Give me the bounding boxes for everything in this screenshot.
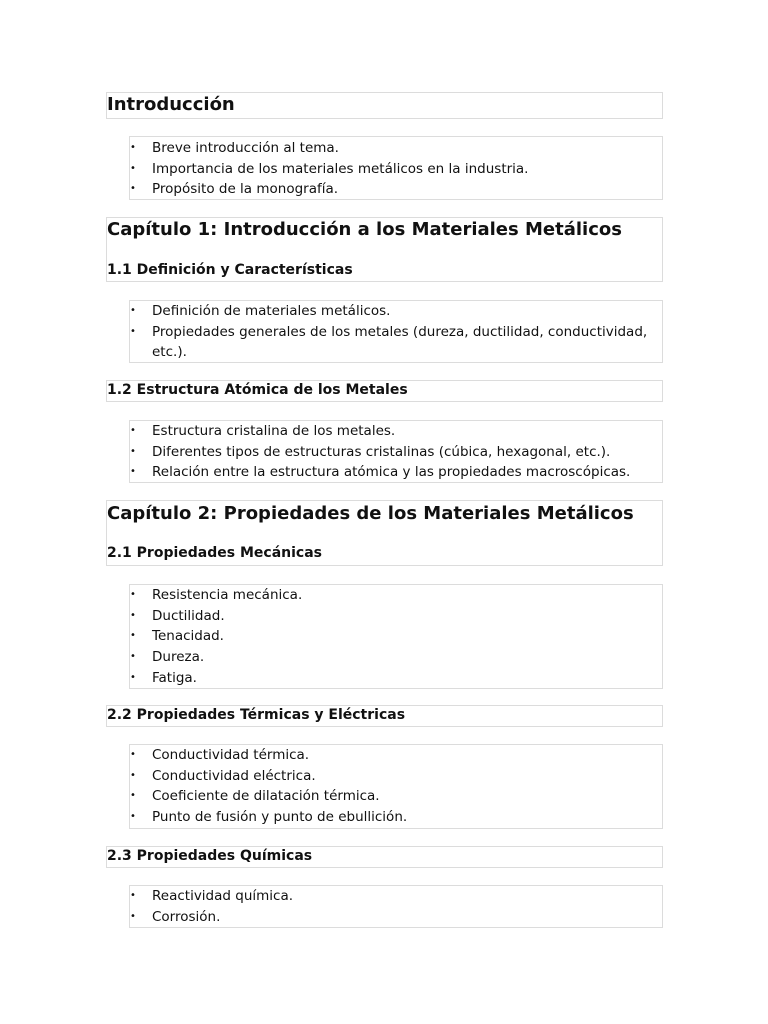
chapter2-heading: Capítulo 2: Propiedades de los Materiales Metálicos xyxy=(107,503,634,524)
list-item: • Punto de fusión y punto de ebullición. xyxy=(130,807,650,828)
list-item: • Conductividad eléctrica. xyxy=(130,766,650,787)
list-item: • Fatiga. xyxy=(130,668,650,689)
section-1-1-heading: 1.1 Definición y Características xyxy=(107,262,353,278)
intro-heading: Introducción xyxy=(107,94,235,115)
section-2-2-list xyxy=(130,745,650,828)
bullet-icon: • xyxy=(130,749,136,760)
intro-list xyxy=(130,138,650,200)
list-item: • Conductividad térmica. xyxy=(130,745,650,766)
section-2-2-heading: 2.2 Propiedades Térmicas y Eléctricas xyxy=(107,707,406,723)
list-item: • Reactividad química. xyxy=(130,886,650,907)
bullet-icon: • xyxy=(130,769,136,781)
bullet-icon: • xyxy=(130,325,136,337)
bullet-icon: • xyxy=(130,609,136,621)
section-2-1-list xyxy=(130,585,650,689)
list-item: • Tenacidad. xyxy=(130,626,650,647)
list-item: • Relación entre la estructura atómica y las propiedades macroscópicas. xyxy=(130,462,650,483)
bullet-icon: • xyxy=(130,651,136,663)
bullet-icon: • xyxy=(130,671,136,683)
list-item: • Breve introducción al tema. xyxy=(130,138,650,159)
list-item: • Coeficiente de dilatación térmica. xyxy=(130,786,650,807)
bullet-icon: • xyxy=(130,445,136,457)
list-item: • Definición de materiales metálicos. xyxy=(130,301,650,322)
list-item: • Resistencia mecánica. xyxy=(130,585,650,606)
list-item: • Estructura cristalina de los metales. xyxy=(130,421,650,442)
list-item: • Diferentes tipos de estructuras cristalinas (cúbica, hexagonal, etc.). xyxy=(130,442,650,463)
bullet-icon: • xyxy=(130,466,136,478)
list-item: • Propósito de la monografía. xyxy=(130,179,650,200)
bullet-icon: • xyxy=(130,183,136,195)
section-1-1-list xyxy=(130,301,650,363)
list-item: • Propiedades generales de los metales (dureza, ductilidad, conductividad, etc.). xyxy=(130,323,648,361)
section-1-2-list xyxy=(130,421,650,483)
bullet-icon: • xyxy=(130,910,136,922)
bullet-icon: • xyxy=(130,589,136,600)
list-item: • Ductilidad. xyxy=(130,606,650,627)
section-1-2-heading: 1.2 Estructura Atómica de los Metales xyxy=(107,382,408,398)
bullet-icon: • xyxy=(130,162,136,174)
list-item: • Importancia de los materiales metálicos en la industria. xyxy=(130,159,650,180)
bullet-icon: • xyxy=(130,890,136,901)
bullet-icon: • xyxy=(130,425,136,436)
section-2-1-heading: 2.1 Propiedades Mecánicas xyxy=(107,545,322,561)
bullet-icon: • xyxy=(130,790,136,802)
chapter1-heading: Capítulo 1: Introducción a los Materiales Metálicos xyxy=(107,219,622,240)
section-2-3-heading: 2.3 Propiedades Químicas xyxy=(107,848,313,864)
bullet-icon: • xyxy=(130,630,136,642)
section-2-3-list xyxy=(130,886,650,927)
bullet-icon: • xyxy=(130,305,136,316)
bullet-icon: • xyxy=(130,142,136,153)
bullet-icon: • xyxy=(130,811,136,823)
list-item: • Corrosión. xyxy=(130,907,650,928)
list-item: • Dureza. xyxy=(130,647,650,668)
